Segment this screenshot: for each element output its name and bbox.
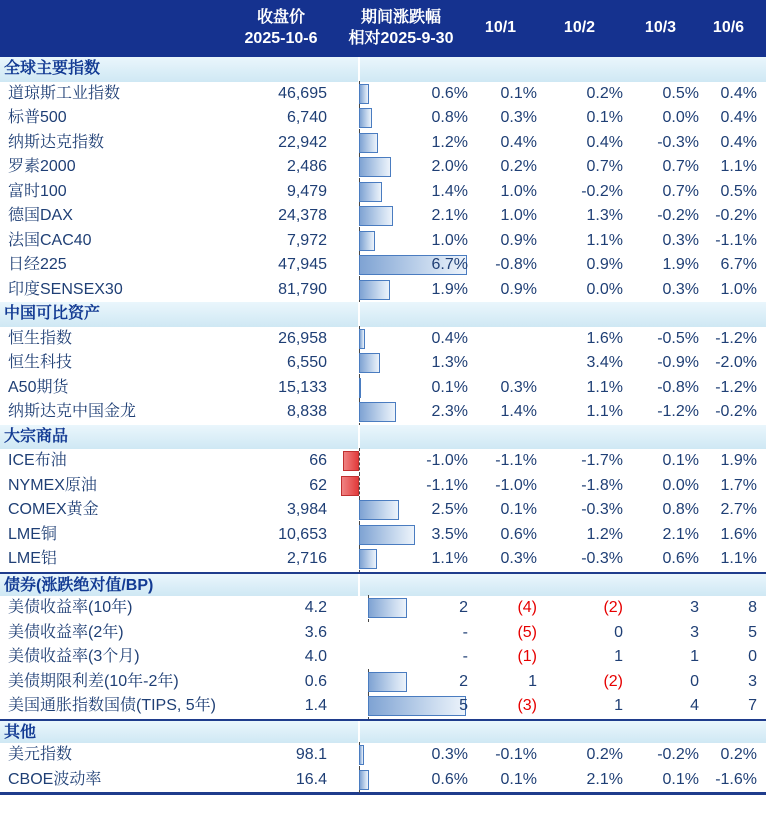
daily-change-value: -0.2%: [715, 207, 757, 224]
table-row: [0, 547, 766, 572]
table-row: [0, 278, 766, 303]
daily-change-value: 0.3%: [662, 280, 699, 298]
daily-change-value: 0.1%: [500, 770, 537, 788]
daily-change-value: 1.2%: [586, 525, 623, 543]
close-price: 6,550: [286, 354, 327, 371]
asset-name: 标普500: [8, 109, 67, 126]
period-change-value: 0.1%: [431, 378, 468, 396]
close-price: 26,958: [278, 329, 327, 347]
daily-change-value: 6.7%: [720, 256, 757, 273]
period-change-cell: [330, 498, 472, 523]
daily-change-value: 0.4%: [720, 109, 757, 126]
daily-change-value: 1.3%: [586, 207, 623, 224]
section-title: 中国可比资产: [4, 305, 101, 322]
period-change-cell: [330, 278, 472, 303]
table-row: [0, 670, 766, 695]
period-change-value: 2: [459, 672, 468, 690]
daily-change-value: 0.4%: [500, 133, 537, 151]
table-row: [0, 743, 766, 768]
period-change-value: 1.2%: [431, 133, 468, 151]
daily-change-value: 3: [748, 672, 757, 690]
daily-change-value: 1.0%: [720, 280, 757, 298]
daily-change-value: 1.6%: [586, 329, 623, 347]
period-change-value: 6.7%: [431, 256, 468, 273]
period-change-value: 1.0%: [431, 231, 468, 249]
daily-change-value: 1.9%: [662, 256, 699, 273]
close-price: 6,740: [286, 109, 327, 126]
table-row: [0, 327, 766, 352]
close-price: 2,716: [286, 550, 327, 567]
period-change-value: 3.5%: [431, 525, 468, 543]
period-change-value: 1.3%: [431, 354, 468, 371]
close-price: 9,479: [286, 182, 327, 200]
daily-change-value: [472, 351, 545, 376]
header-period-change: [330, 0, 472, 57]
period-change-value: 0.6%: [431, 84, 468, 102]
close-price: 3,984: [286, 501, 327, 518]
period-change-cell: [330, 621, 472, 646]
daily-change-value: -0.2%: [715, 403, 757, 420]
daily-change-value: (2): [603, 672, 623, 690]
daily-change-value: 0.4%: [586, 133, 623, 151]
daily-change-value: 4: [690, 697, 699, 714]
asset-name: 日经225: [8, 256, 67, 273]
asset-name: A50期货: [8, 378, 69, 396]
daily-change-value: 0.7%: [662, 182, 699, 200]
daily-change-value: -0.8%: [495, 256, 537, 273]
daily-change-value: 0.6%: [500, 525, 537, 543]
daily-change-value: -1.7%: [581, 452, 623, 469]
daily-change-value: 1.6%: [720, 525, 757, 543]
header-change-label: 期间涨跌幅: [360, 8, 441, 26]
period-change-value: 2: [459, 599, 468, 616]
daily-change-value: 1: [614, 648, 623, 665]
daily-change-value: 0.9%: [586, 256, 623, 273]
daily-change-value: -1.6%: [715, 770, 757, 788]
table-bottom-border: [0, 792, 766, 795]
period-change-value: -1.1%: [426, 476, 468, 494]
asset-name: NYMEX原油: [8, 476, 97, 494]
daily-change-value: 0.5%: [662, 84, 699, 102]
daily-change-value: -1.1%: [495, 452, 537, 469]
close-price: 15,133: [278, 378, 327, 396]
daily-change-value: 0.8%: [662, 501, 699, 518]
table-row: [0, 621, 766, 646]
table-row: [0, 131, 766, 156]
daily-change-value: 1.1%: [720, 550, 757, 567]
daily-change-value: 0.9%: [500, 280, 537, 298]
daily-change-value: -2.0%: [715, 354, 757, 371]
daily-change-value: -1.8%: [581, 476, 623, 494]
header-name-col: [0, 0, 232, 57]
asset-name: 美债收益率(10年): [8, 599, 133, 616]
daily-change-value: 1: [528, 672, 537, 690]
daily-change-value: -1.2%: [715, 329, 757, 347]
daily-change-value: 0.2%: [720, 746, 757, 763]
asset-name: COMEX黄金: [8, 501, 99, 518]
daily-change-value: 3.4%: [586, 354, 623, 371]
header-date-10-6: 10/6: [712, 19, 745, 37]
header-change-base: 相对2025-9-30: [348, 29, 454, 47]
close-price: 47,945: [278, 256, 327, 273]
table-row: [0, 204, 766, 229]
period-change-cell: [330, 376, 472, 401]
table-row: [0, 596, 766, 621]
close-price: 10,653: [278, 525, 327, 543]
daily-change-value: 8: [748, 599, 757, 616]
close-price: 46,695: [278, 84, 327, 102]
period-change-value: -: [462, 623, 468, 641]
daily-change-value: 0.1%: [662, 770, 699, 788]
daily-change-value: 1.7%: [720, 476, 757, 494]
close-price: 24,378: [278, 207, 327, 224]
table-row: [0, 106, 766, 131]
section-header-row: [0, 425, 766, 450]
period-change-value: 2.5%: [431, 501, 468, 518]
close-price: 1.4: [304, 697, 327, 714]
daily-change-value: 1: [614, 697, 623, 714]
table-row: [0, 449, 766, 474]
section-title: 大宗商品: [4, 427, 69, 445]
daily-change-value: 0.1%: [586, 109, 623, 126]
daily-change-value: -1.0%: [495, 476, 537, 494]
daily-change-value: 0.5%: [720, 182, 757, 200]
asset-name: 印度SENSEX30: [8, 280, 123, 298]
daily-change-value: 7: [748, 697, 757, 714]
table-header-row: [0, 0, 766, 57]
daily-change-value: -1.2%: [715, 378, 757, 396]
table-row: [0, 376, 766, 401]
close-price: 98.1: [295, 746, 327, 763]
period-change-cell: [330, 131, 472, 156]
daily-change-value: 0.1%: [500, 501, 537, 518]
close-price: 0.6: [304, 672, 327, 690]
header-close-date: 2025-10-6: [244, 29, 318, 47]
table-row: [0, 82, 766, 107]
daily-change-value: 0.6%: [662, 550, 699, 567]
period-change-cell: [330, 204, 472, 229]
daily-change-value: [472, 327, 545, 352]
header-date-10-2: 10/2: [563, 19, 596, 37]
daily-change-value: -0.8%: [657, 378, 699, 396]
period-change-cell: [330, 743, 472, 768]
daily-change-value: 2.7%: [720, 501, 757, 518]
close-price: 3.6: [304, 623, 327, 641]
section-title: 全球主要指数: [4, 60, 101, 77]
daily-change-value: 0.0%: [662, 476, 699, 494]
daily-change-value: 0: [748, 648, 757, 665]
asset-name: 美元指数: [8, 746, 73, 763]
section-title: 债券(涨跌绝对值/BP): [4, 576, 154, 594]
table-row: [0, 523, 766, 548]
asset-name: 美债收益率(3个月): [8, 648, 140, 665]
asset-name: ICE布油: [8, 452, 67, 469]
table-row: [0, 155, 766, 180]
daily-change-value: 0.3%: [662, 231, 699, 249]
asset-name: LME铝: [8, 550, 57, 567]
asset-name: 法国CAC40: [8, 231, 92, 249]
daily-change-value: -0.2%: [581, 182, 623, 200]
close-price: 66: [309, 452, 327, 469]
daily-change-value: 3: [690, 623, 699, 641]
section-header-row: [0, 572, 766, 597]
daily-change-value: 0.1%: [500, 84, 537, 102]
asset-name: LME铜: [8, 525, 57, 543]
asset-name: 美债期限利差(10年-2年): [8, 672, 179, 690]
daily-change-value: 1.1%: [586, 403, 623, 420]
daily-change-value: -0.3%: [657, 133, 699, 151]
daily-change-value: (1): [517, 648, 537, 665]
daily-change-value: 0.7%: [586, 158, 623, 175]
daily-change-value: -0.9%: [657, 354, 699, 371]
period-change-cell: [330, 547, 472, 572]
daily-change-value: 3: [690, 599, 699, 616]
period-change-cell: [330, 694, 472, 719]
period-change-cell: [330, 768, 472, 793]
daily-change-value: 0.3%: [500, 550, 537, 567]
table-row: [0, 253, 766, 278]
daily-change-value: 0.4%: [720, 133, 757, 151]
daily-change-value: 1.0%: [500, 182, 537, 200]
period-change-cell: [330, 474, 472, 499]
asset-name: 罗素2000: [8, 158, 76, 175]
daily-change-value: -0.1%: [495, 746, 537, 763]
table-body: [0, 57, 766, 792]
section-header-row: [0, 57, 766, 82]
close-price: 7,972: [286, 231, 327, 249]
table-row: [0, 351, 766, 376]
table-row: [0, 694, 766, 719]
header-date-10-3: 10/3: [644, 19, 677, 37]
daily-change-value: (2): [603, 599, 623, 616]
close-price: 22,942: [278, 133, 327, 151]
close-price: 81,790: [278, 280, 327, 298]
table-row: [0, 498, 766, 523]
period-change-value: 0.4%: [431, 329, 468, 347]
close-price: 62: [309, 476, 327, 494]
asset-name: 纳斯达克指数: [8, 133, 105, 151]
daily-change-value: (3): [517, 697, 537, 714]
close-price: 4.2: [304, 599, 327, 616]
close-price: 4.0: [304, 648, 327, 665]
daily-change-value: 2.1%: [662, 525, 699, 543]
period-change-cell: [330, 400, 472, 425]
asset-name: 纳斯达克中国金龙: [8, 403, 137, 420]
daily-change-value: 0.2%: [586, 746, 623, 763]
table-row: [0, 768, 766, 793]
daily-change-value: 1.9%: [720, 452, 757, 469]
period-change-cell: [330, 155, 472, 180]
table-row: [0, 474, 766, 499]
close-price: 2,486: [286, 158, 327, 175]
section-header-row: [0, 302, 766, 327]
daily-change-value: 5: [748, 623, 757, 641]
daily-change-value: 0.2%: [586, 84, 623, 102]
table-row: [0, 180, 766, 205]
daily-change-value: 1.0%: [500, 207, 537, 224]
period-change-cell: [330, 229, 472, 254]
asset-name: 恒生指数: [8, 329, 73, 347]
period-change-value: 0.8%: [431, 109, 468, 126]
asset-name: 美债收益率(2年): [8, 623, 124, 641]
header-date-10-1: 10/1: [484, 19, 517, 37]
asset-name: 恒生科技: [8, 354, 73, 371]
period-change-cell: [330, 106, 472, 131]
daily-change-value: (5): [517, 623, 537, 641]
table-row: [0, 229, 766, 254]
daily-change-value: 0.4%: [720, 84, 757, 102]
daily-change-value: 0.0%: [662, 109, 699, 126]
daily-change-value: 0.0%: [586, 280, 623, 298]
period-change-cell: [330, 523, 472, 548]
section-title: 其他: [4, 723, 37, 741]
daily-change-value: -1.1%: [715, 231, 757, 249]
asset-name: 道琼斯工业指数: [8, 84, 121, 102]
close-price: 8,838: [286, 403, 327, 420]
daily-change-value: -0.3%: [581, 550, 623, 567]
daily-change-value: 1.1%: [720, 158, 757, 175]
header-close-label: 收盘价: [256, 8, 305, 26]
daily-change-value: 0.9%: [500, 231, 537, 249]
period-change-value: 0.6%: [431, 770, 468, 788]
daily-change-value: 0.7%: [662, 158, 699, 175]
daily-change-value: -0.2%: [657, 207, 699, 224]
daily-change-value: 1.4%: [500, 403, 537, 420]
table-row: [0, 645, 766, 670]
period-change-value: 2.1%: [431, 207, 468, 224]
daily-change-value: -1.2%: [657, 403, 699, 420]
period-change-cell: [330, 670, 472, 695]
daily-change-value: 0.1%: [662, 452, 699, 469]
period-change-value: 2.3%: [431, 403, 468, 420]
asset-name: 德国DAX: [8, 207, 73, 224]
period-change-cell: [330, 327, 472, 352]
asset-name: 富时100: [8, 182, 67, 200]
daily-change-value: 0: [690, 672, 699, 690]
daily-change-value: 1.1%: [586, 378, 623, 396]
period-change-cell: [330, 449, 472, 474]
daily-change-value: 0.3%: [500, 378, 537, 396]
header-close-price: [232, 0, 330, 57]
period-change-value: 5: [459, 697, 468, 714]
daily-change-value: (4): [517, 599, 537, 616]
asset-name: CBOE波动率: [8, 770, 102, 788]
period-change-value: -1.0%: [426, 452, 468, 469]
period-change-value: -: [462, 648, 468, 665]
period-change-value: 2.0%: [431, 158, 468, 175]
daily-change-value: -0.3%: [581, 501, 623, 518]
daily-change-value: 1: [690, 648, 699, 665]
table-row: [0, 400, 766, 425]
period-change-value: 1.4%: [431, 182, 468, 200]
daily-change-value: 2.1%: [586, 770, 623, 788]
period-change-value: 0.3%: [431, 746, 468, 763]
daily-change-value: 0: [614, 623, 623, 641]
period-change-cell: [330, 351, 472, 376]
daily-change-value: -0.5%: [657, 329, 699, 347]
period-change-value: 1.9%: [431, 280, 468, 298]
daily-change-value: -0.2%: [657, 746, 699, 763]
section-header-row: [0, 719, 766, 744]
period-change-value: 1.1%: [431, 550, 468, 567]
period-change-cell: [330, 82, 472, 107]
daily-change-value: 1.1%: [586, 231, 623, 249]
period-change-cell: [330, 645, 472, 670]
period-change-cell: [330, 253, 472, 278]
close-price: 16.4: [295, 770, 327, 788]
daily-change-value: 0.3%: [500, 109, 537, 126]
period-change-cell: [330, 180, 472, 205]
daily-change-value: 0.2%: [500, 158, 537, 175]
asset-name: 美国通胀指数国债(TIPS, 5年): [8, 697, 217, 714]
period-change-cell: [330, 596, 472, 621]
